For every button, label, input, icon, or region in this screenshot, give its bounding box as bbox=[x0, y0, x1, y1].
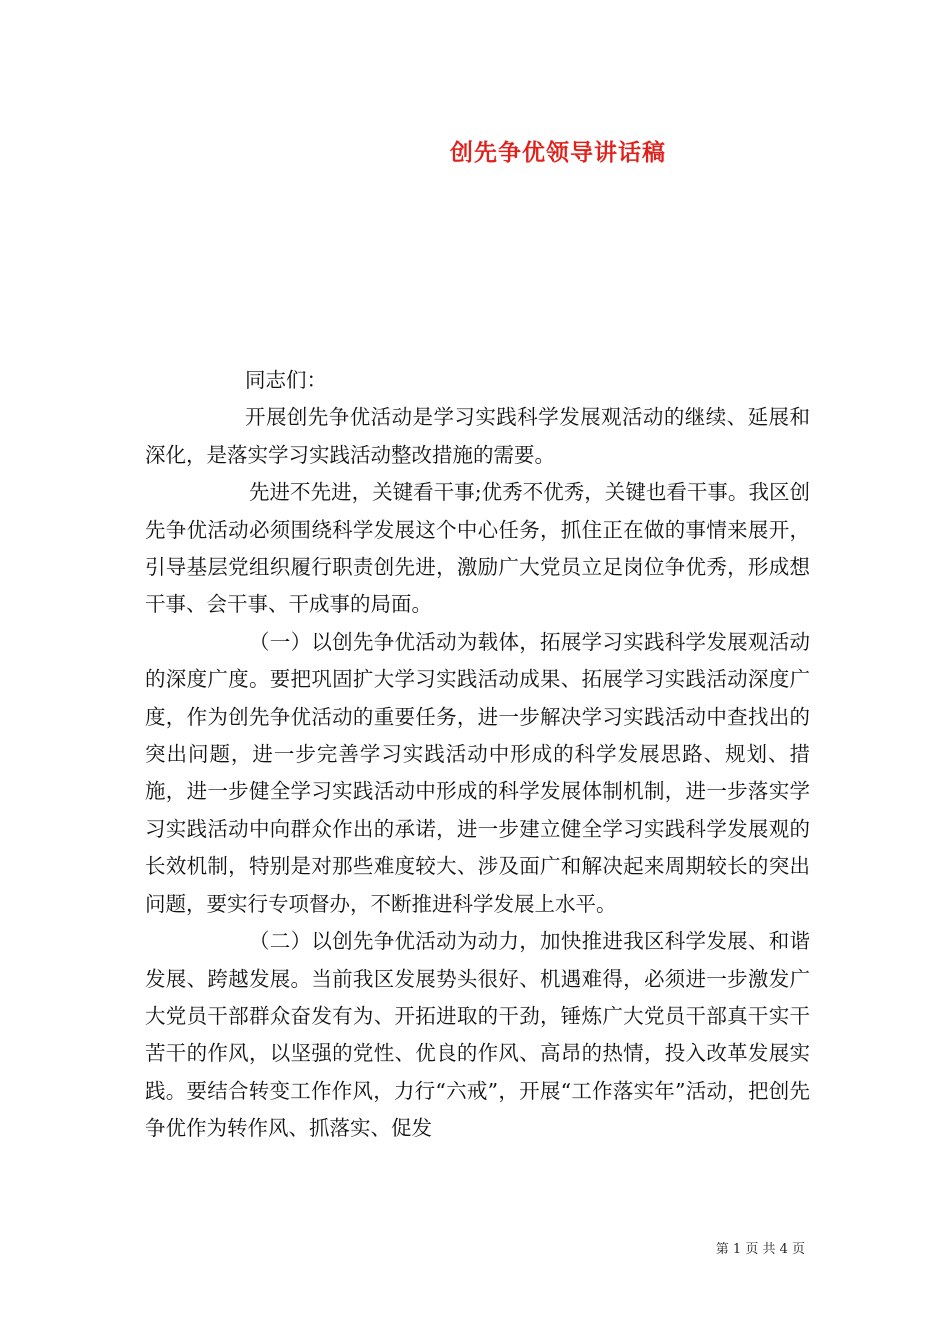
paragraph-1: 开展创先争优活动是学习实践科学发展观活动的继续、延展和深化，是落实学习实践活动整改措施的需要。 bbox=[145, 405, 810, 467]
paragraph-3: （一）以创先争优活动为载体，拓展学习实践科学发展观活动的深度广度。要把巩固扩大学习实践活动成果、拓展学习实践活动深度广度，作为创先争优活动的重要任务，进一步解决学习实践活动中查找出的突出问题，进一步完善学习实践活动中形成的科学发展思路、规划、措施，进一步健全学习实践活动中形成的科学发展体制机制，进一步落实学习实践活动中向群众作出的承诺，进一步建立健全学习实践科学发展观的长效机制，特别是对那些难度较大、涉及面广和解决起来周期较长的突出问题，要实行专项督办，不断推进科学发展上水平。 bbox=[145, 629, 810, 916]
document-title: 创先争优领导讲话稿 bbox=[450, 139, 666, 166]
salutation: 同志们： bbox=[245, 368, 327, 392]
document-body bbox=[145, 362, 810, 1148]
paragraph-2: 先进不先进，关键看干事;优秀不优秀，关键也看干事。我区创先争优活动必须围绕科学发展这个中心任务，抓住正在做的事情来展开，引导基层党组织履行职责创先进，激励广大党员立足岗位争优秀，形成想干事、会干事、干成事的局面。 bbox=[145, 480, 810, 617]
paragraph-4: （二）以创先争优活动为动力，加快推进我区科学发展、和谐发展、跨越发展。当前我区发展势头很好、机遇难得，必须进一步激发广大党员干部群众奋发有为、开拓进取的干劲，锤炼广大党员干部真干实干苦干的作风，以坚强的党性、优良的作风、高昂的热情，投入改革发展实践。要结合转变工作作风，力行“六戒”，开展“工作落实年”活动，把创先争优作为转作风、抓落实、促发 bbox=[145, 929, 810, 1141]
page-number-footer: 第 1 页 共 4 页 bbox=[715, 1242, 805, 1257]
